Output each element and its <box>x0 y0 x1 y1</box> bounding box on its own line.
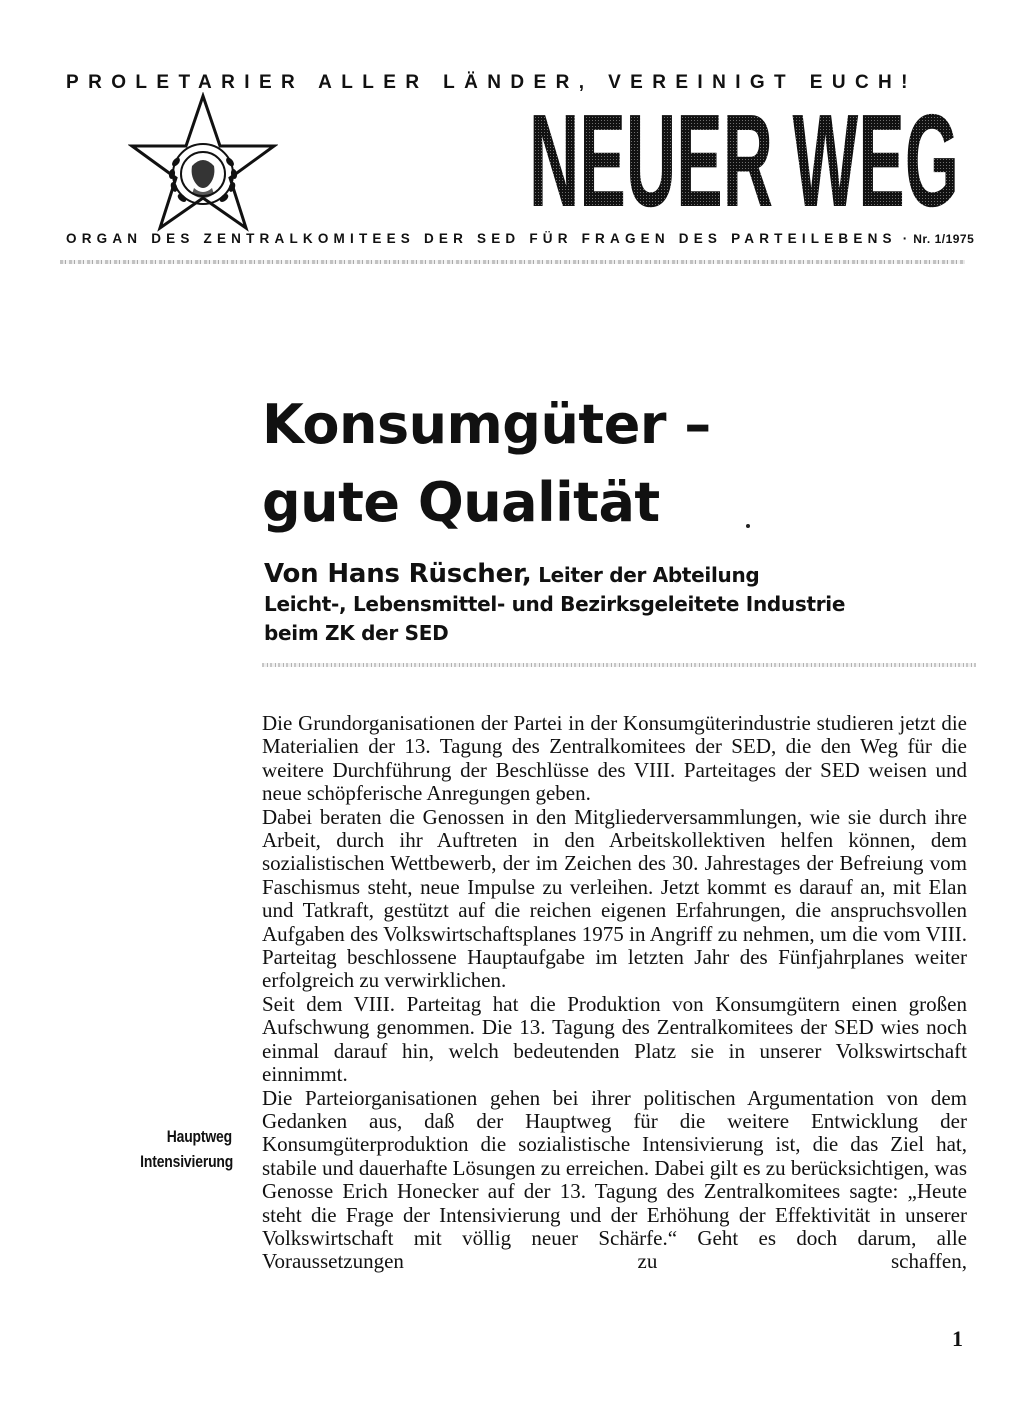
organ-subtitle <box>66 231 976 246</box>
paragraph-1: Die Grundorganisationen der Partei in der Konsumgüterindustrie studieren jetzt die Materialien der 13. Tagung des Zentralkomitees der SED, die den Weg für die weitere Durchführung der Beschlüsse des VIII. Parteitages der SED weisen und neue schöpferische Anregungen geben. <box>262 711 967 806</box>
article-byline <box>264 560 914 648</box>
print-speck <box>746 524 750 528</box>
margin-note-line-1: Hauptweg <box>166 1127 232 1146</box>
author-role-line-3: beim ZK der SED <box>264 621 449 645</box>
article-title <box>262 386 822 542</box>
subtitle-text: ORGAN DES ZENTRALKOMITEES DER SED FÜR FRAGEN DES PARTEILEBENS <box>66 231 897 246</box>
margin-note <box>140 1124 232 1174</box>
author-role-line-2: Leicht-, Lebensmittel- und Bezirksgeleitete Industrie <box>264 592 846 616</box>
page-number: 1 <box>952 1326 963 1351</box>
subtitle-separator: · <box>902 231 908 246</box>
star-emblem-icon <box>128 92 278 232</box>
margin-note-line-2: Intensivierung <box>140 1152 234 1171</box>
article-title-line-1: Konsumgüter – <box>262 393 711 456</box>
author-role-line-1: Leiter der Abteilung <box>538 563 760 587</box>
paragraph-2: Dabei beraten die Genossen in den Mitgliederversammlungen, wie sie durch ihre Arbeit, durch ihr Auftreten in den Arbeitskollektiven helfen können, dem sozialistischen Wettbewerb, der im Zeichen des 30. Jahrestages der Befreiung vom Faschismus steht, neue Impulse zu verleihen. Jetzt kommt es darauf an, mit Elan und Tatkraft, gestützt auf die reichen eigenen Erfahrungen, die anspruchsvollen Aufgaben des Volkswirtschaftsplanes 1975 in Angriff zu nehmen, um die vom VIII. Parteitag beschlossene Hauptaufgabe im letzten Jahr des Fünfjahrplanes weiter erfolgreich zu verwirklichen. <box>262 804 967 993</box>
party-motto: PROLETARIER ALLER LÄNDER, VEREINIGT EUCH! <box>66 72 917 93</box>
paragraph-3: Seit dem VIII. Parteitag hat die Produktion von Konsumgütern einen großen Aufschwung genommen. Die 13. Tagung des Zentralkomitees der SED wies noch einmal darauf hin, welch bedeutenden Platz sie in unserer Volkswirtschaft einnimmt. <box>262 991 967 1087</box>
masthead-title <box>528 104 960 214</box>
author-name: Von Hans Rüscher, <box>264 559 532 589</box>
byline-divider <box>262 663 976 667</box>
masthead-text: NEUER WEG <box>529 104 959 214</box>
article-body <box>262 712 967 1274</box>
paragraph-4: Die Parteiorganisationen gehen bei ihrer politischen Argumentation von dem Gedanken aus, daß der Hauptweg für die weitere Entwicklung der Konsumgüterproduktion die sozialistische Intensivierung ist, die das Ziel hat, stabile und dauerhafte Lösungen zu erreichen. Dabei gilt es zu berücksichtigen, was Genosse Erich Honecker auf der 13. Tagung des Zentralkomitees sagte: „Heute steht die Frage der Intensivierung und der Erhöhung der Effektivität in unserer Volkswirtschaft mit völlig neuer Schärfe.“ Geht es doch darum, alle Voraussetzungen zu schaffen, <box>262 1085 967 1274</box>
issue-number: Nr. 1/1975 <box>913 232 975 246</box>
header-divider <box>60 260 965 264</box>
article-title-line-2: gute Qualität <box>262 471 660 534</box>
